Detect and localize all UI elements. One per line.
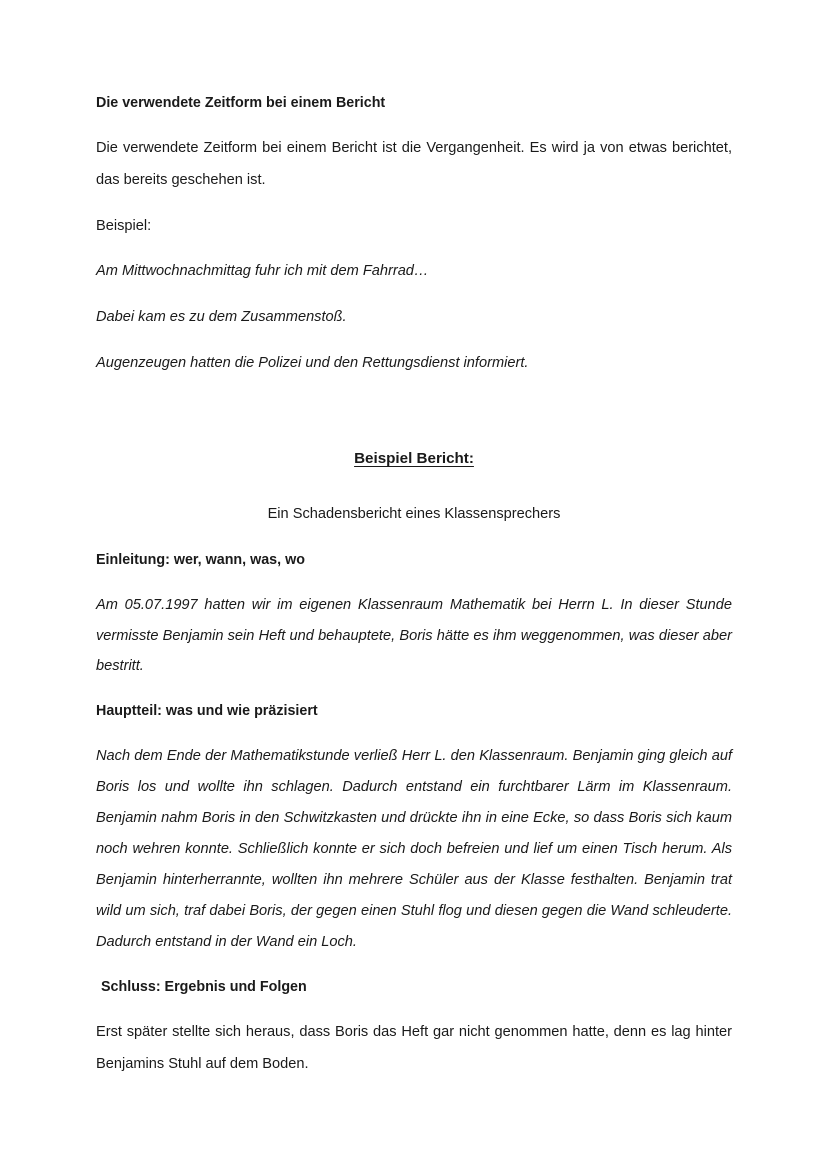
- part-text-hauptteil: Nach dem Ende der Mathematikstunde verließ Herr L. den Klassenraum. Benjamin ging gleich auf Boris los und wollte ihn schlagen. Dadurch entstand ein furchtbarer Lärm im Klassenraum. Benjamin nahm Boris in den Schwitzkasten und drückte ihn in eine Ecke, so dass Boris sich kaum noch wehren konnte. Schließlich konnte er sich doch befreien und lief um einen Tisch herum. Als Benjamin hinterherrannte, wollten ihn mehrere Schüler aus der Klasse festhalten. Benjamin trat wild um sich, traf dabei Boris, der gegen einen Stuhl flog und diesen gegen die Wand schleuderte. Dadurch entstand in der Wand ein Loch.: [96, 748, 732, 950]
- spacer: [96, 197, 732, 211]
- spacer: [96, 288, 732, 302]
- spacer: [96, 531, 732, 549]
- part-text-schluss: Erst später stellte sich heraus, dass Boris das Heft gar nicht genommen hatte, denn es lag hinter Benjamins Stuhl auf dem Boden.: [96, 1023, 732, 1072]
- spacer: [96, 958, 732, 976]
- paragraph-zeitform: Die verwendete Zeitform bei einem Bericht ist die Vergangenheit. Es wird ja von etwas berichtet, das bereits geschehen ist.: [96, 139, 732, 188]
- spacer: [96, 723, 732, 741]
- part-heading-schluss: Schluss: Ergebnis und Folgen: [101, 978, 307, 995]
- example-sentence-2: Dabei kam es zu dem Zusammenstoß.: [96, 309, 347, 326]
- spacer: [96, 380, 732, 442]
- spacer: [96, 682, 732, 700]
- section-title-beispiel-bericht: Beispiel Bericht:: [354, 449, 474, 467]
- section-heading-zeitform: Die verwendete Zeitform bei einem Bericht: [96, 95, 386, 111]
- example-label: Beispiel:: [96, 217, 152, 234]
- spacer: [96, 999, 732, 1017]
- spacer: [96, 115, 732, 133]
- part-heading-hauptteil: Hauptteil: was und wie präzisiert: [96, 703, 318, 720]
- spacer: [96, 334, 732, 348]
- example-sentence-3: Augenzeugen hatten die Polizei und den Rettungsdienst informiert.: [96, 354, 529, 371]
- part-heading-einleitung: Einleitung: wer, wann, was, wo: [96, 551, 305, 568]
- document-body: [96, 92, 732, 1080]
- section-subtitle: Ein Schadensbericht eines Klassensprechers: [267, 505, 561, 522]
- spacer: [96, 242, 732, 256]
- spacer: [96, 572, 732, 590]
- spacer: [96, 475, 732, 499]
- part-text-einleitung: Am 05.07.1997 hatten wir im eigenen Klassenraum Mathematik bei Herrn L. In dieser Stunde vermisste Benjamin sein Heft und behauptete, Boris hätte es ihm weggenommen, was dieser aber bestritt.: [96, 596, 732, 675]
- example-sentence-1: Am Mittwochnachmittag fuhr ich mit dem Fahrrad…: [96, 263, 429, 280]
